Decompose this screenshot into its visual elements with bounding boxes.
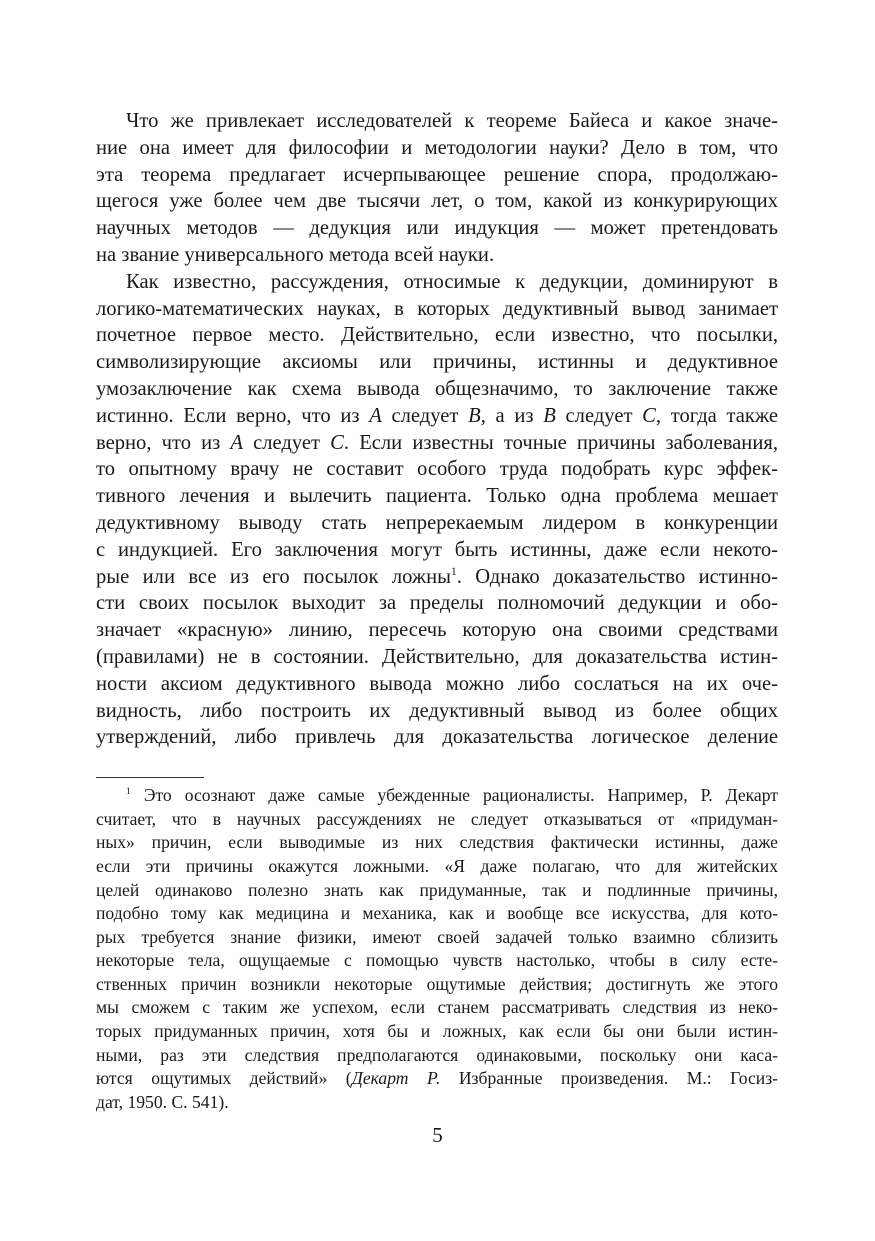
text-run: символизирующие аксиомы или причины, истинны и дедуктивное	[96, 351, 778, 374]
text-run: ности аксиом дедуктивного вывода можно либо сослаться на их оче-	[96, 672, 778, 695]
text-run: следует	[381, 404, 469, 427]
italic-text: A	[369, 404, 382, 427]
text-line	[96, 188, 778, 215]
text-run: Что же привлекает исследователей к теореме Байеса и какое значе-	[126, 110, 778, 132]
text-line	[96, 135, 778, 162]
paragraph	[96, 108, 778, 269]
text-run: с индукцией. Его заключения могут быть истинны, даже если некото-	[96, 538, 778, 561]
text-line	[96, 162, 778, 189]
text-run: то опытному врачу не составит особого труда подобрать курс эффек-	[96, 458, 778, 481]
text-run: утверждений, либо привлечь для доказательства логическое деление	[96, 726, 778, 749]
italic-text: C	[642, 404, 656, 427]
text-line	[96, 456, 778, 483]
footnote-marker: 1	[451, 565, 457, 578]
text-line	[96, 724, 778, 751]
text-run: тивного лечения и вылечить пациента. Только одна проблема мешает	[96, 485, 778, 508]
text-run: ние она имеет для философии и методологии науки? Дело в том, что	[96, 136, 778, 159]
text-run: некоторые тела, ощущаемые с помощью чувств настолько, чтобы в силу есте-	[96, 950, 778, 971]
footnote-line	[96, 1020, 778, 1044]
text-run: если эти причины окажутся ложными. «Я даже полагаю, что для житейских	[96, 855, 778, 876]
text-run: , тогда также	[655, 404, 779, 427]
text-run: следует	[243, 431, 331, 454]
text-line	[96, 537, 778, 564]
text-line	[96, 564, 778, 591]
text-line	[96, 644, 778, 671]
text-line	[96, 242, 778, 269]
text-run: сти своих посылок выходит за пределы полномочий дедукции и обо-	[96, 592, 778, 615]
text-run: научных методов — дедукция или индукция — может претендовать	[96, 217, 778, 240]
page-number: 5	[432, 1123, 443, 1147]
text-run: на звание универсального метода всей науки.	[96, 243, 495, 266]
footnote	[96, 784, 778, 1114]
footnote-line	[96, 784, 778, 808]
text-run: следует	[555, 404, 643, 427]
footnote-line	[96, 949, 778, 973]
text-line	[96, 590, 778, 617]
text-run: значает «красную» линию, пересечь которую она своими средствами	[96, 619, 778, 642]
footnote-line	[96, 902, 778, 926]
text-run: подобно тому как медицина и механика, как и вообще все искусства, для кото-	[96, 903, 778, 924]
text-run: , а из	[480, 404, 544, 427]
text-run: целей одинаково полезно знать как придуманные, так и подлинные причины,	[96, 879, 778, 900]
text-run: ных» причин, если выводимые из них следствия фактически истинны, даже	[96, 832, 778, 853]
footnote-line	[96, 831, 778, 855]
text-run: мы сможем с таким же успехом, если станем рассматривать следствия из неко-	[96, 997, 778, 1018]
text-line	[96, 322, 778, 349]
text-line	[96, 617, 778, 644]
text-run: Это осознают даже самые убежденные рационалисты. Например, Р. Декарт	[130, 785, 778, 806]
text-run: торых придуманных причин, хотя бы и ложных, как если бы они были истин-	[96, 1021, 778, 1042]
text-run: Как известно, рассуждения, относимые к дедукции, доминируют в	[126, 270, 778, 293]
text-run: ственных причин возникли некоторые ощутимые действия; достигнуть же этого	[96, 973, 778, 994]
footnote-line	[96, 1044, 778, 1068]
page-body	[96, 108, 778, 1114]
text-run: умозаключение как схема вывода общезначимо, то заключение также	[96, 377, 778, 400]
text-run: рые или все из его посылок ложны	[96, 565, 452, 588]
italic-text: Декарт Р.	[351, 1068, 441, 1089]
footnote-line	[96, 1067, 778, 1091]
footnote-line	[96, 973, 778, 997]
footnote-separator	[96, 777, 204, 778]
text-line	[96, 698, 778, 725]
text-run: верно, что из	[96, 431, 231, 454]
text-run: ными, раз эти следствия предполагаются одинаковыми, поскольку они каса-	[96, 1044, 778, 1065]
main-text	[96, 108, 778, 751]
text-run: видность, либо построить их дедуктивный вывод из более общих	[96, 699, 778, 722]
paragraph	[96, 269, 778, 751]
text-line	[96, 510, 778, 537]
text-run: дедуктивному выводу стать непререкаемым лидером в конкуренции	[96, 511, 778, 534]
footnote-line	[96, 1091, 778, 1115]
text-run: . Однако доказательство истинно-	[456, 565, 778, 588]
text-line	[96, 215, 778, 242]
italic-text: B	[543, 404, 556, 427]
text-run: истинно. Если верно, что из	[96, 404, 370, 427]
text-line	[96, 296, 778, 323]
italic-text: C	[330, 431, 344, 454]
text-run: считает, что в научных рассуждениях не следует отказываться от «придуман-	[96, 808, 778, 829]
text-run: логико-математических науках, в которых дедуктивный вывод занимает	[96, 297, 778, 320]
footnote-line	[96, 808, 778, 832]
footnote-line	[96, 855, 778, 879]
text-line	[96, 376, 778, 403]
text-line	[96, 671, 778, 698]
text-run: щегося уже более чем две тысячи лет, о том, какой из конкурирующих	[96, 190, 778, 213]
text-run: ются ощутимых действий» (	[96, 1068, 352, 1089]
text-run: эта теорема предлагает исчерпывающее решение спора, продолжаю-	[96, 163, 778, 186]
footnote-line	[96, 996, 778, 1020]
text-line	[96, 430, 778, 457]
text-line	[96, 108, 778, 135]
text-line	[96, 349, 778, 376]
footnote-line	[96, 926, 778, 950]
text-run: почетное первое место. Действительно, если известно, что посылки,	[96, 324, 778, 347]
italic-text: B	[468, 404, 481, 427]
text-run: дат, 1950. С. 541).	[96, 1091, 229, 1112]
text-run: (правилами) не в состоянии. Действительно, для доказательства истин-	[96, 645, 778, 668]
text-line	[96, 269, 778, 296]
text-run: рых требуется знание физики, имеют своей задачей только взаимно сблизить	[96, 926, 778, 947]
footnote-marker: 1	[126, 786, 131, 798]
footnote-line	[96, 879, 778, 903]
text-line	[96, 483, 778, 510]
text-line	[96, 403, 778, 430]
text-run: Избранные произведения. М.: Госиз-	[440, 1068, 778, 1089]
text-run: . Если известны точные причины заболевания,	[343, 431, 778, 454]
italic-text: A	[230, 431, 243, 454]
